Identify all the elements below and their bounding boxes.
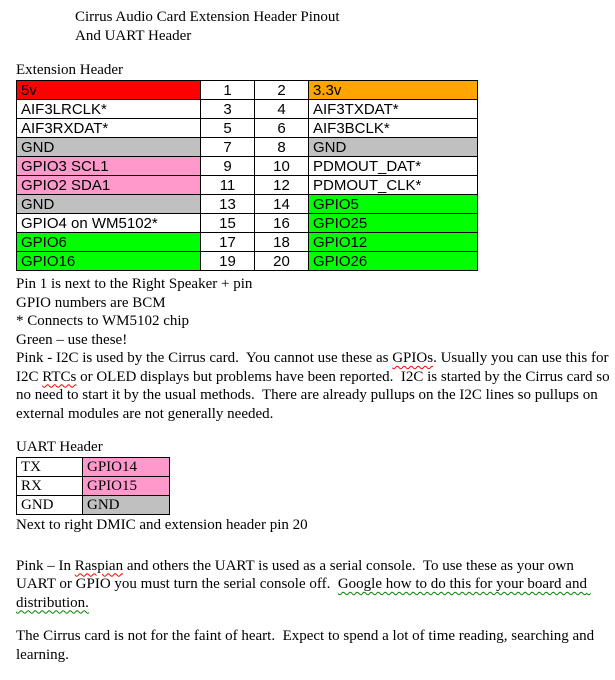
note-pin1: Pin 1 is next to the Right Speaker + pin: [16, 276, 253, 292]
pin-label-cell: GPIO5: [309, 195, 478, 214]
pin-label-cell: AIF3LRCLK*: [17, 100, 201, 119]
pin-label-cell: 5v: [17, 81, 201, 100]
uart-gpio-cell: GPIO15: [83, 477, 170, 496]
table-row: [17, 458, 170, 477]
pin-number-cell: 13: [201, 195, 255, 214]
pin-label-cell: GPIO3 SCL1: [17, 157, 201, 176]
pin-number-cell: 4: [255, 100, 309, 119]
table-row: [17, 252, 478, 271]
pin-number-cell: 11: [201, 176, 255, 195]
pin-label-cell: GPIO25: [309, 214, 478, 233]
extension-header-label: Extension Header: [16, 62, 124, 78]
uart-gpio-cell: GND: [83, 496, 170, 515]
table-row: [17, 214, 478, 233]
pink-uart-paragraph: [16, 557, 610, 613]
pin-label-cell: PDMOUT_CLK*: [309, 176, 478, 195]
pin-number-cell: 9: [201, 157, 255, 176]
pin-label-cell: GND: [17, 138, 201, 157]
note-bcm: GPIO numbers are BCM: [16, 294, 166, 311]
uart-signal-cell: GND: [17, 496, 83, 515]
paragraph-text: or OLED displays but problems have been reported. I2C is started by the Cirrus card so no need to start it by the usual methods. There are already pullups on the I2C lines so pullups on external modules are not generally needed.: [16, 368, 614, 422]
table-row: [17, 496, 170, 515]
pin-number-cell: 8: [255, 138, 309, 157]
uart-location-note: Next to right DMIC and extension header pin 20: [16, 517, 308, 533]
page-title: [75, 8, 615, 46]
pin-number-cell: 10: [255, 157, 309, 176]
table-row: [17, 233, 478, 252]
pin-number-cell: 15: [201, 214, 255, 233]
table-notes: [16, 275, 615, 349]
pin-label-cell: GPIO2 SDA1: [17, 176, 201, 195]
pin-label-cell: GPIO26: [309, 252, 478, 271]
pin-number-cell: 1: [201, 81, 255, 100]
pin-label-cell: 3.3v: [309, 81, 478, 100]
pin-number-cell: 16: [255, 214, 309, 233]
pin-label-cell: PDMOUT_DAT*: [309, 157, 478, 176]
pin-label-cell: GPIO12: [309, 233, 478, 252]
pin-label-cell: AIF3RXDAT*: [17, 119, 201, 138]
pink-i2c-paragraph: [16, 349, 614, 423]
uart-gpio-cell: GPIO14: [83, 458, 170, 477]
pin-label-cell: GND: [309, 138, 478, 157]
uart-header-label: UART Header: [16, 439, 103, 455]
table-row: [17, 81, 478, 100]
table-row: [17, 119, 478, 138]
pin-number-cell: 6: [255, 119, 309, 138]
paragraph-text: and others the UART is used as a serial console. To use these as your own UART or GPIO you must turn the serial console off.: [16, 557, 578, 592]
pin-label-cell: GPIO6: [17, 233, 201, 252]
pin-number-cell: 17: [201, 233, 255, 252]
table-row: [17, 477, 170, 496]
table-row: [17, 100, 478, 119]
paragraph-text: Pink - I2C is used by the Cirrus card. You cannot use these as: [16, 350, 393, 366]
extension-header-table: [16, 80, 478, 271]
closing-paragraph: The Cirrus card is not for the faint of heart. Expect to spend a lot of time reading, searching and learning.: [16, 628, 598, 663]
uart-signal-cell: RX: [17, 477, 83, 496]
pin-number-cell: 5: [201, 119, 255, 138]
title-line-1: Cirrus Audio Card Extension Header Pinout: [75, 9, 340, 25]
pin-label-cell: AIF3BCLK*: [309, 119, 478, 138]
note-green: Green – use these!: [16, 331, 128, 348]
pin-number-cell: 3: [201, 100, 255, 119]
uart-signal-cell: TX: [17, 458, 83, 477]
spellcheck-word: RTCs: [42, 368, 77, 385]
pin-number-cell: 12: [255, 176, 309, 195]
pin-label-cell: GPIO4 on WM5102*: [17, 214, 201, 233]
pin-label-cell: GND: [17, 195, 201, 214]
table-row: [17, 138, 478, 157]
grammar-check-phrase: Google how to do this for your board and distribution.: [16, 576, 591, 611]
pin-number-cell: 2: [255, 81, 309, 100]
pin-number-cell: 14: [255, 195, 309, 214]
paragraph-text: Pink – In: [16, 557, 75, 574]
pin-label-cell: AIF3TXDAT*: [309, 100, 478, 119]
spellcheck-word: Raspian: [74, 557, 124, 574]
pin-number-cell: 19: [201, 252, 255, 271]
table-row: [17, 195, 478, 214]
note-asterisk: * Connects to WM5102 chip: [16, 313, 190, 329]
pin-label-cell: GPIO16: [17, 252, 201, 271]
pin-number-cell: 20: [255, 252, 309, 271]
table-row: [17, 157, 478, 176]
pin-number-cell: 18: [255, 233, 309, 252]
uart-header-table: [16, 457, 170, 515]
paragraph-text: . Usually you can use this for I2C: [16, 350, 613, 385]
spellcheck-word: GPIOs: [392, 350, 434, 366]
title-line-2: And UART Header: [75, 28, 192, 44]
pin-number-cell: 7: [201, 138, 255, 157]
table-row: [17, 176, 478, 195]
